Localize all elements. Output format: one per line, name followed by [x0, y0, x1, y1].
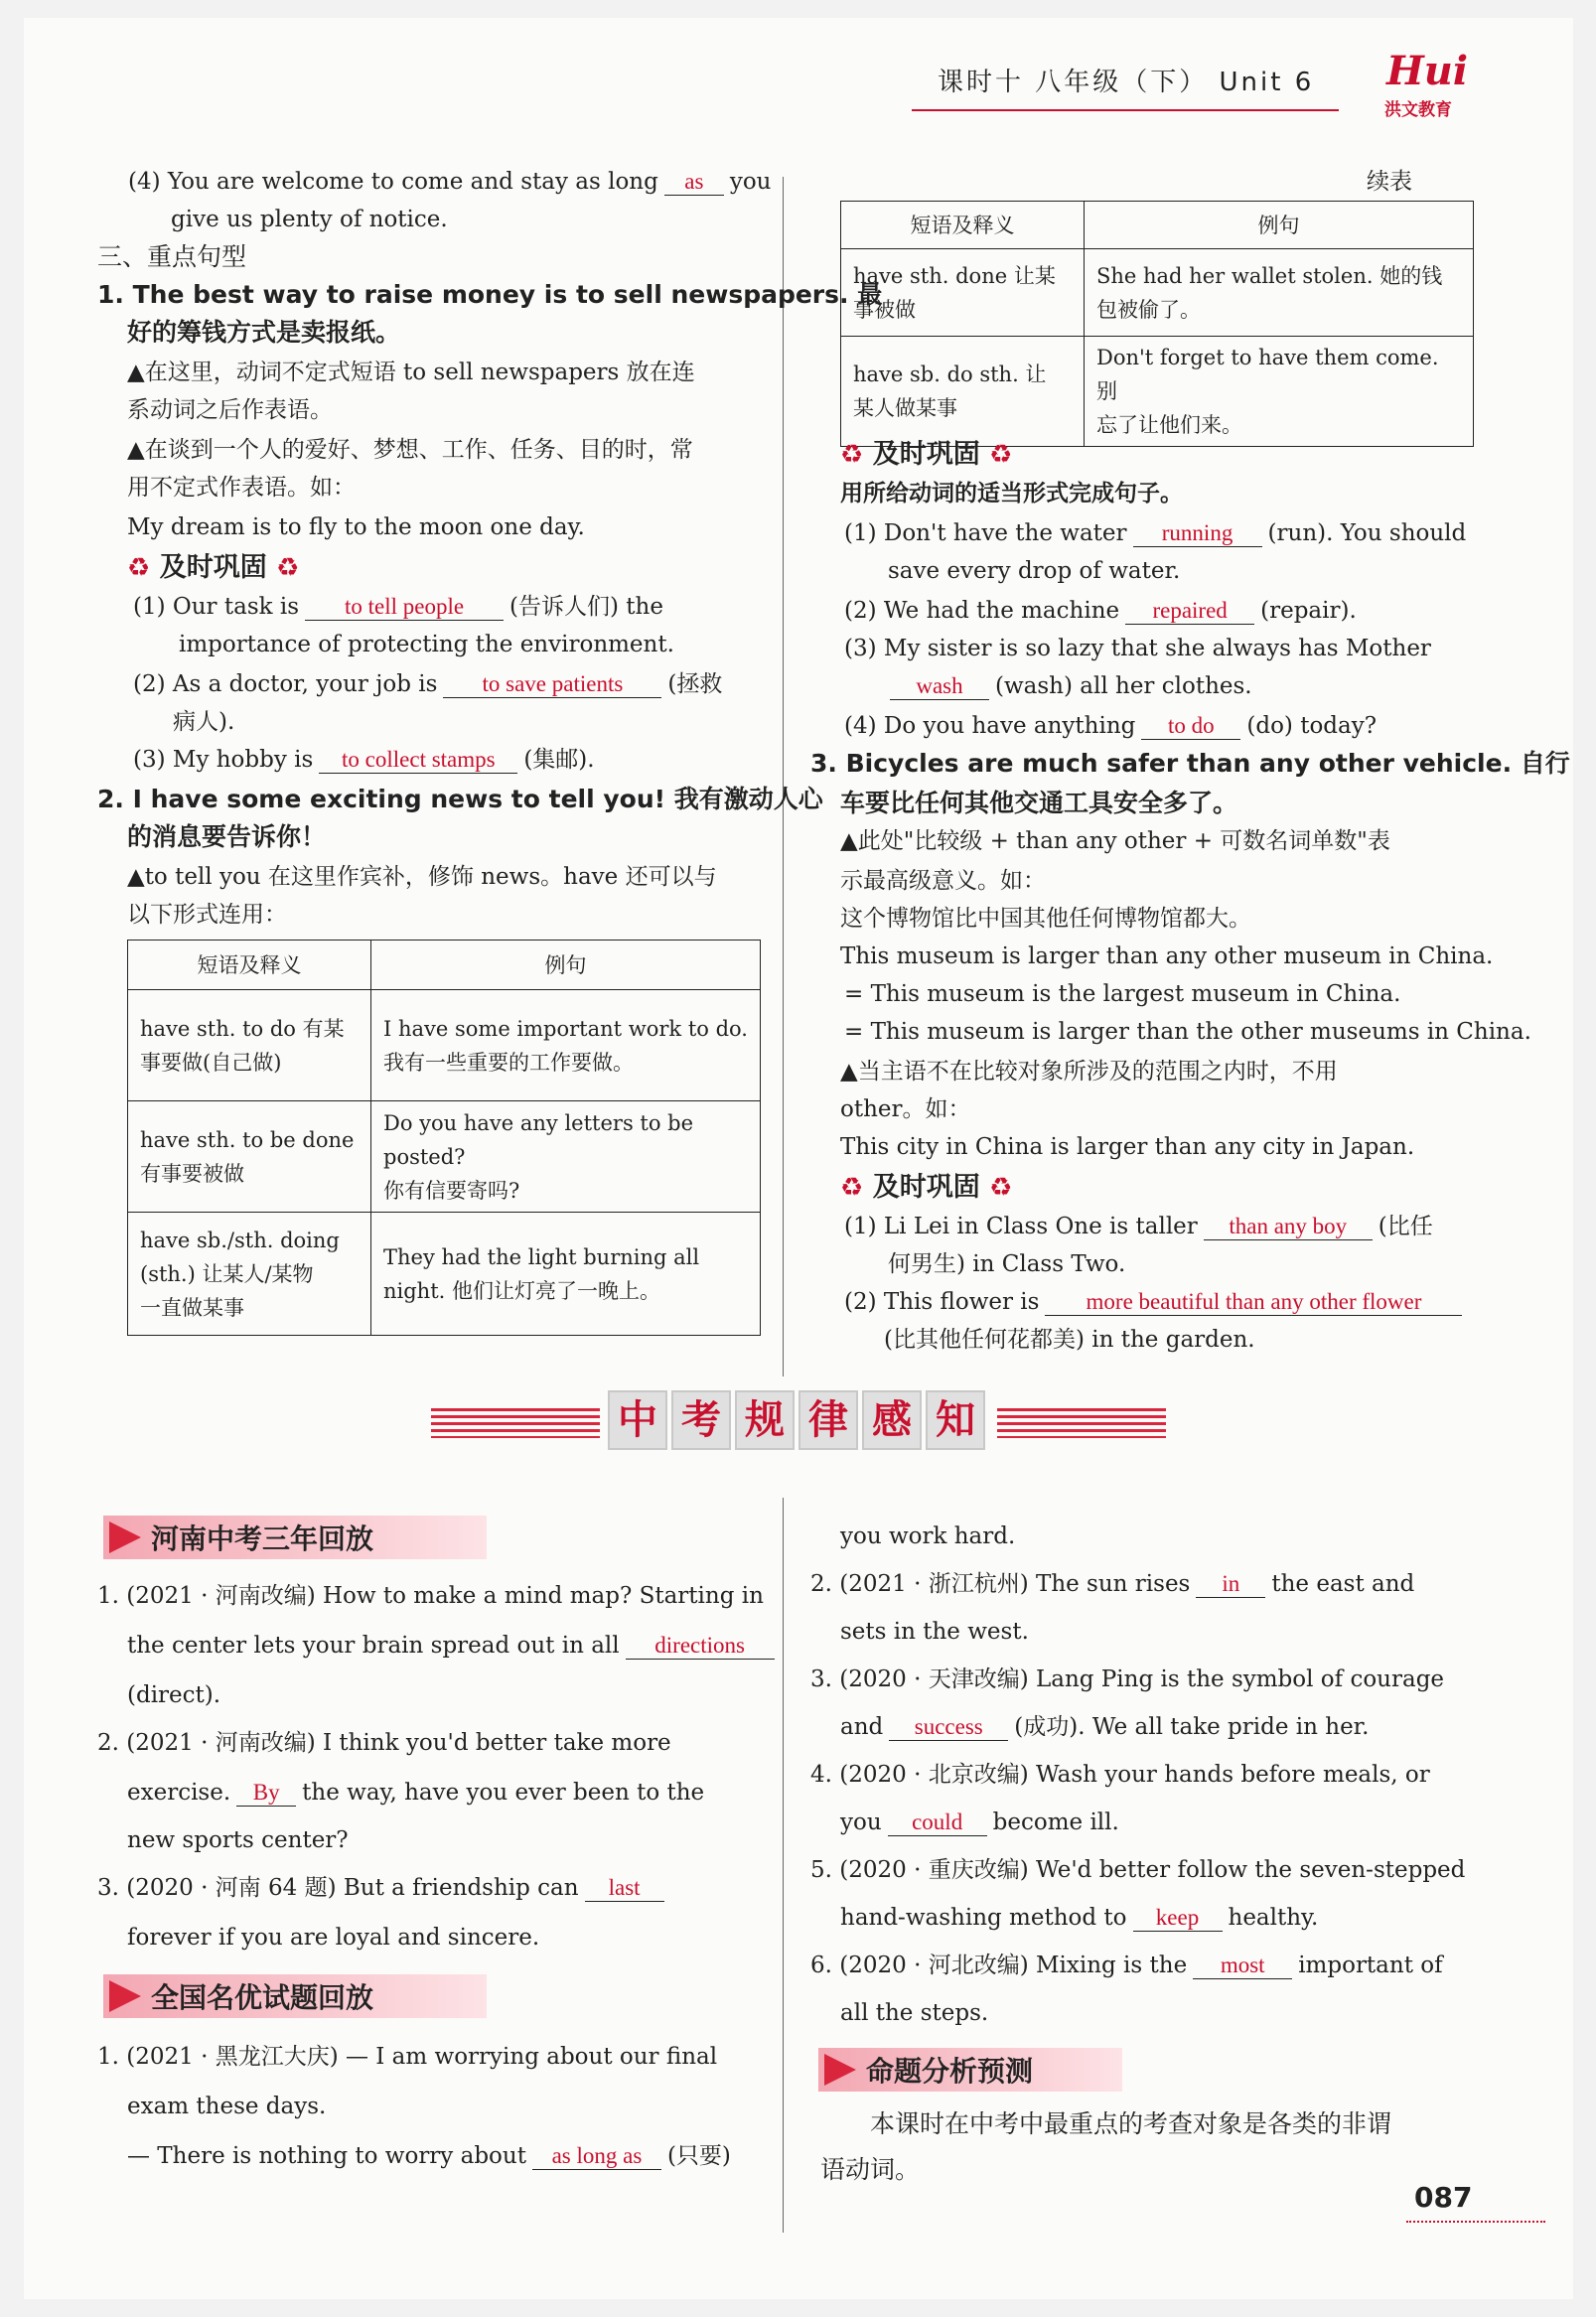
answer-blank: could	[888, 1810, 987, 1836]
answer-blank: most	[1193, 1953, 1292, 1979]
phrase-table-1	[127, 940, 761, 1336]
note: 用不定式作表语。如：	[127, 475, 356, 501]
exercise-2: (2) As a doctor, your job is to save patients (拯救	[133, 671, 723, 697]
national-q5-l2: hand-washing method to keep healthy.	[840, 1905, 1319, 1931]
note: 示最高级意义。如：	[840, 868, 1046, 894]
exercise-c2-cont: (比其他任何花都美) in the garden.	[884, 1327, 1255, 1353]
example-chinese: 这个博物馆比中国其他任何博物馆都大。	[840, 906, 1251, 932]
henan-banner: 河南中考三年回放	[103, 1516, 487, 1559]
item-4-line1: (4) You are welcome to come and stay as long as you	[128, 169, 772, 195]
arrow-icon	[109, 1521, 141, 1553]
table-header: 短语及释义	[128, 941, 371, 990]
consolidate-heading: ♻ 及时巩固 ♻	[127, 552, 300, 583]
decorative-stripes	[997, 1408, 1166, 1438]
sentence-2-title-cont: 的消息要告诉你！	[127, 822, 327, 851]
recycle-icon: ♻	[840, 1173, 864, 1203]
table-header: 例句	[1085, 202, 1474, 249]
henan-q2-l3: new sports center?	[127, 1827, 349, 1853]
henan-q3: 3. (2020 · 河南 64 题) But a friendship can last	[97, 1869, 670, 1907]
exercise-3: (3) My hobby is to collect stamps (集邮).	[133, 747, 595, 773]
prediction-text-cont: 语动词。	[820, 2155, 921, 2184]
answer-blank: By	[236, 1780, 296, 1807]
national-banner: 全国名优试题回放	[103, 1974, 487, 2018]
question-3: (3) My sister is so lazy that she always has Mother	[844, 636, 1431, 661]
consolidate-heading: ♻ 及时巩固 ♻	[840, 1172, 1013, 1203]
table-header: 短语及释义	[841, 202, 1085, 249]
answer-blank: to do	[1141, 713, 1240, 740]
recycle-icon: ♻	[276, 553, 300, 583]
national-q2-l2: sets in the west.	[840, 1619, 1029, 1645]
sentence-2-title: 2. I have some exciting news to tell you! 我有激动人心	[97, 785, 823, 813]
answer-blank: running	[1133, 520, 1262, 547]
answer-blank: to save patients	[443, 671, 661, 698]
answer-blank: directions	[626, 1633, 775, 1660]
henan-q2-l2: exercise. By the way, have you ever been to the	[127, 1780, 705, 1806]
prediction-text: 本课时在中考中最重点的考查对象是各类的非谓	[870, 2109, 1392, 2138]
decorative-stripes	[431, 1408, 600, 1438]
national-q4: 4. (2020 · 北京改编) Wash your hands before meals, or	[810, 1762, 1430, 1788]
brand-logo-text: 洪文教育	[1384, 100, 1452, 120]
answer-blank: to collect stamps	[319, 747, 517, 774]
answer-blank: to tell people	[305, 594, 504, 621]
answer-blank: as long as	[532, 2143, 661, 2170]
prediction-banner: 命题分析预测	[818, 2048, 1122, 2092]
page-header-title: 课时十 八年级（下） Unit 6	[938, 68, 1315, 97]
page-number: 087	[1414, 2181, 1473, 2214]
answer-blank: keep	[1133, 1905, 1223, 1932]
table-row: have sth. to do 有某 事要做(自己做) I have some important work to do. 我有一些重要的工作要做。	[128, 990, 761, 1101]
exercise-2-cont: 病人).	[173, 709, 235, 735]
arrow-icon	[109, 1980, 141, 2012]
henan-q1: 1. (2021 · 河南改编) How to make a mind map? Starting in	[97, 1583, 764, 1609]
national-q4-l2: you could become ill.	[840, 1810, 1119, 1835]
section-banner-title: 中 考 规 律 感 知	[606, 1390, 987, 1450]
answer-blank: success	[889, 1714, 1008, 1741]
answer-blank: repaired	[1125, 598, 1254, 625]
henan-q2: 2. (2021 · 河南改编) I think you'd better take more	[97, 1730, 671, 1756]
recycle-icon: ♻	[989, 1173, 1013, 1203]
example-sentence: My dream is to fly to the moon one day.	[127, 514, 585, 540]
national-q6-l2: all the steps.	[840, 2000, 989, 2026]
header-rule	[912, 109, 1339, 111]
recycle-icon: ♻	[840, 440, 864, 470]
national-q3: 3. (2020 · 天津改编) Lang Ping is the symbol of courage	[810, 1666, 1445, 1692]
note: ▲在谈到一个人的爱好、梦想、工作、任务、目的时，常	[127, 437, 693, 463]
column-divider-bottom	[783, 1498, 784, 2233]
question-4: (4) Do you have anything to do (do) today?	[844, 713, 1378, 739]
table-row: have sth. to be done 有事要被做 Do you have any letters to be posted? 你有信要寄吗?	[128, 1101, 761, 1213]
national-q2: 2. (2021 · 浙江杭州) The sun rises in the east and	[810, 1571, 1415, 1597]
column-divider-top	[783, 177, 784, 1376]
national-q1-l4: you work hard.	[840, 1523, 1016, 1549]
note: 系动词之后作表语。	[127, 397, 333, 423]
answer-blank: last	[585, 1875, 664, 1902]
example-sentence: This city in China is larger than any city in Japan.	[840, 1134, 1415, 1160]
example-sentence: = This museum is the largest museum in China.	[844, 981, 1401, 1007]
table-row: have sb./sth. doing (sth.) 让某人/某物 一直做某事 They had the light burning all night. 他们让灯亮了一晚上。	[128, 1213, 761, 1336]
item-4-line2: give us plenty of notice.	[171, 207, 448, 232]
national-q1: 1. (2021 · 黑龙江大庆) — I am worrying about our final	[97, 2044, 718, 2070]
exercise-c1-cont: 何男生) in Class Two.	[888, 1251, 1126, 1277]
sentence-1-title: 1. The best way to raise money is to sell newspapers. 最	[97, 280, 883, 309]
note: ▲此处"比较级 + than any other + 可数名词单数"表	[840, 828, 1390, 854]
exercise-c1: (1) Li Lei in Class One is taller than any boy (比任	[844, 1214, 1433, 1239]
answer-blank: in	[1196, 1571, 1265, 1598]
sentence-3-title-cont: 车要比任何其他交通工具安全多了。	[840, 789, 1238, 817]
question-1-cont: save every drop of water.	[888, 558, 1181, 584]
phrase-table-2	[840, 201, 1474, 447]
consolidate-heading: ♻ 及时巩固 ♻	[840, 439, 1013, 470]
table-header: 例句	[371, 941, 761, 990]
note: ▲当主语不在比较对象所涉及的范围之内时，不用	[840, 1059, 1338, 1085]
note: 以下形式连用：	[127, 902, 287, 928]
henan-q1-l2: the center lets your brain spread out in all directions	[127, 1627, 781, 1665]
exercise-1-cont: importance of protecting the environment.	[179, 632, 674, 657]
question-1: (1) Don't have the water running (run). You should	[844, 520, 1467, 546]
answer-blank: more beautiful than any other flower	[1045, 1289, 1462, 1316]
example-sentence: = This museum is larger than the other museums in China.	[844, 1019, 1531, 1045]
answer-blank: than any boy	[1204, 1214, 1373, 1240]
arrow-icon	[824, 2054, 856, 2086]
national-q1-l2: exam these days.	[127, 2094, 327, 2119]
henan-q3-l2: forever if you are loyal and sincere.	[127, 1925, 540, 1951]
answer-blank: wash	[890, 673, 989, 700]
table-row: have sth. done 让某 事被做 She had her wallet stolen. 她的钱 包被偷了。	[841, 249, 1474, 337]
section-title: 三、重点句型	[97, 242, 247, 271]
national-q6: 6. (2020 · 河北改编) Mixing is the most important of	[810, 1953, 1443, 1978]
textbook-page	[24, 18, 1573, 2299]
brand-logo-mark: Hui	[1386, 48, 1469, 94]
national-q5: 5. (2020 · 重庆改编) We'd better follow the seven-stepped	[810, 1857, 1466, 1883]
national-q1-l3: — There is nothing to worry about as long as (只要)	[127, 2143, 731, 2169]
page-number-rule	[1406, 2221, 1545, 2223]
recycle-icon: ♻	[127, 553, 151, 583]
national-q3-l2: and success (成功). We all take pride in her.	[840, 1714, 1370, 1740]
note: other。如：	[840, 1096, 971, 1122]
exercise-1: (1) Our task is to tell people (告诉人们) the	[133, 594, 663, 620]
note: ▲在这里，动词不定式短语 to sell newspapers 放在连	[127, 360, 695, 385]
instruction: 用所给动词的适当形式完成句子。	[840, 481, 1183, 507]
example-sentence: This museum is larger than any other museum in China.	[840, 943, 1494, 969]
note: ▲to tell you 在这里作宾补，修饰 news。have 还可以与	[127, 864, 717, 890]
answer-blank: as	[664, 169, 724, 196]
continued-label: 续表	[1367, 169, 1412, 195]
question-2: (2) We had the machine repaired (repair).	[844, 598, 1357, 624]
sentence-3-title: 3. Bicycles are much safer than any other vehicle. 自行	[810, 749, 1570, 778]
exercise-c2: (2) This flower is more beautiful than any other flower	[844, 1283, 1468, 1321]
question-3-cont: wash (wash) all her clothes.	[884, 667, 1252, 705]
table-row: have sb. do sth. 让 某人做某事 Don't forget to have them come. 别 忘了让他们来。	[841, 337, 1474, 447]
henan-q1-l3: (direct).	[127, 1682, 221, 1708]
sentence-1-title-cont: 好的筹钱方式是卖报纸。	[127, 318, 401, 347]
recycle-icon: ♻	[989, 440, 1013, 470]
